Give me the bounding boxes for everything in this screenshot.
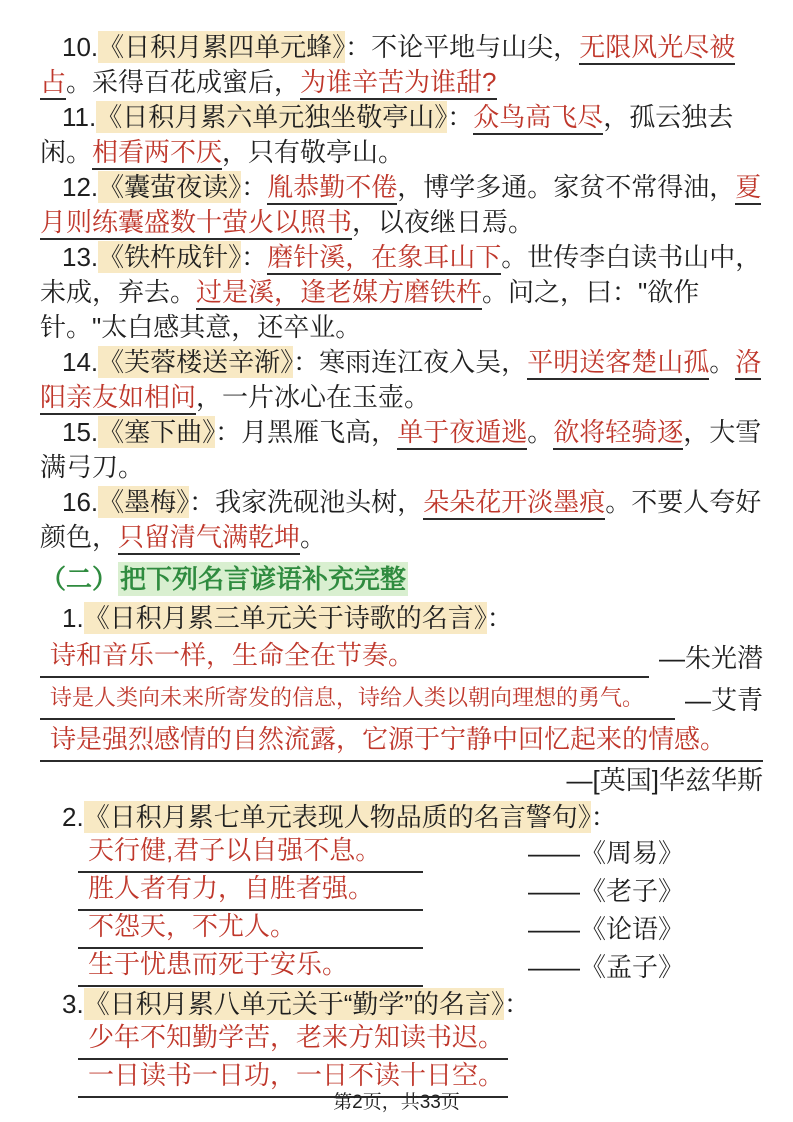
quote-rows xyxy=(40,636,763,800)
section-header-title: 把下列名言谚语补充完整 xyxy=(120,564,407,594)
quote-attribution-row xyxy=(40,762,763,800)
poem-text: ，大雪满弓刀。 xyxy=(40,417,762,482)
answer-text-inline: 众鸟高飞尽 xyxy=(473,102,603,135)
item-number: 16. xyxy=(62,487,99,517)
quote-row xyxy=(78,911,763,949)
poem-text: 。问之，曰："欲作针。"太白感其意，还卒业。 xyxy=(40,277,700,342)
answer-blank-line xyxy=(78,833,423,873)
answer-text-inline: 洛阳亲友如相问 xyxy=(40,347,761,415)
poem-text: ：我家洗砚池头树， xyxy=(189,487,424,517)
poem-text: 。不要人夸好颜色， xyxy=(40,487,762,552)
answer-text: 诗是人类向未来所寄发的信息，诗给人类以朝向理想的勇气。 xyxy=(50,685,645,710)
poem-text: ： xyxy=(447,102,474,132)
poem-item xyxy=(40,485,763,555)
answer-blank-line xyxy=(40,722,763,762)
item-number: 1. xyxy=(62,603,84,633)
quote-attribution: —朱光潜 xyxy=(658,643,763,673)
quotes-list xyxy=(40,601,763,1098)
header-colon: ： xyxy=(504,989,531,1019)
item-title-highlighted: 《囊萤夜读》 xyxy=(98,172,242,202)
poem-item xyxy=(40,345,763,415)
poem-text: ：月黑雁飞高， xyxy=(215,417,398,447)
item-number: 13. xyxy=(62,242,99,272)
answer-text: 生于忧患而死于安乐。 xyxy=(88,949,349,979)
quote-attribution: ——《周易》 xyxy=(528,838,685,868)
item-number: 15. xyxy=(62,417,99,447)
poem-list xyxy=(40,30,763,555)
answer-blank-line xyxy=(40,680,675,720)
poem-text: 。采得百花成蜜后， xyxy=(66,67,301,97)
poem-text: ，孤云独去闲。 xyxy=(40,102,734,167)
answer-text: 少年不知勤学苦，老来方知读书迟。 xyxy=(88,1022,505,1052)
item-number: 10. xyxy=(62,32,99,62)
quote-attribution: ——《孟子》 xyxy=(528,952,685,982)
answer-text-inline: 无限风光尽被占 xyxy=(40,32,735,100)
answer-text-inline: 平明送客楚山孤 xyxy=(527,347,709,380)
poem-text: ，以夜继日焉。 xyxy=(352,207,535,237)
answer-text-inline: 胤恭勤不倦 xyxy=(267,172,397,205)
item-title-highlighted: 《日积月累四单元蜂》 xyxy=(98,32,346,62)
poem-text: ：寒雨连江夜入吴， xyxy=(293,347,528,377)
poem-text: ，只有敬亭山。 xyxy=(222,137,405,167)
answer-text-inline: 单于夜遁逃 xyxy=(397,417,527,450)
item-title-highlighted: 《日积月累七单元表现人物品质的名言警句》 xyxy=(83,802,591,832)
item-number: 11. xyxy=(62,102,97,132)
quote-group-header xyxy=(40,601,763,636)
poem-item xyxy=(40,100,763,170)
poem-item xyxy=(40,240,763,345)
answer-text: 天行健,君子以自强不息。 xyxy=(88,835,382,865)
item-title-highlighted: 《日积月累六单元独坐敬亭山》 xyxy=(96,102,448,132)
poem-text: 。世传李白读书山中，未成，弃去。 xyxy=(40,242,762,307)
header-colon: ： xyxy=(590,802,617,832)
quote-group-header xyxy=(40,800,763,835)
answer-text-inline: 夏月则练囊盛数十萤火以照书 xyxy=(40,172,761,240)
answer-text: 胜人者有力，自胜者强。 xyxy=(88,873,375,903)
quote-attribution: ——《老子》 xyxy=(528,876,685,906)
quote-row xyxy=(78,835,763,873)
poem-text: ，一片冰心在玉壶。 xyxy=(196,382,431,412)
answer-text-inline: 朵朵花开淡墨痕 xyxy=(423,487,605,520)
quote-group-header xyxy=(40,987,763,1022)
quote-group xyxy=(40,601,763,800)
item-title-highlighted: 《塞下曲》 xyxy=(98,417,216,447)
item-number: 12. xyxy=(62,172,99,202)
item-number: 3. xyxy=(62,989,84,1019)
answer-text: 诗是强烈感情的自然流露，它源于宁静中回忆起来的情感。 xyxy=(50,724,727,754)
answer-blank-line xyxy=(40,638,649,678)
answer-text: 一日读书一日功，一日不读十日空。 xyxy=(88,1060,505,1090)
answer-blank-line xyxy=(78,1020,508,1060)
item-title-highlighted: 《芙蓉楼送辛渐》 xyxy=(98,347,294,377)
quote-row xyxy=(40,720,763,762)
answer-blank-line xyxy=(78,871,423,911)
answer-text-inline: 相看两不厌 xyxy=(92,137,222,170)
answer-text-inline: 磨针溪，在象耳山下 xyxy=(267,242,501,275)
poem-text: ：不论平地与山尖， xyxy=(345,32,580,62)
poem-item xyxy=(40,30,763,100)
item-title-highlighted: 《墨梅》 xyxy=(98,487,190,517)
item-title-highlighted: 《日积月累八单元关于“勤学”的名言》 xyxy=(83,989,505,1019)
poem-item xyxy=(40,415,763,485)
poem-text: 。 xyxy=(527,417,554,447)
quote-attribution: ——《论语》 xyxy=(528,914,685,944)
page-footer: 第2页，共33页 xyxy=(333,1092,460,1113)
answer-blank-line xyxy=(78,947,423,987)
answer-text: 不怨天，不尤人。 xyxy=(88,911,297,941)
poem-text: 。 xyxy=(300,522,327,552)
section-header-prefix: （二） xyxy=(40,564,119,594)
answer-text-inline: 只留清气满乾坤 xyxy=(118,522,300,555)
quote-rows xyxy=(40,835,763,987)
quote-row xyxy=(78,949,763,987)
header-colon: ： xyxy=(486,603,513,633)
poem-item xyxy=(40,170,763,240)
answer-blank-line xyxy=(78,909,423,949)
answer-text: 诗和音乐一样，生命全在节奏。 xyxy=(50,640,415,670)
quote-group xyxy=(40,800,763,987)
poem-text: 。 xyxy=(709,347,736,377)
poem-text: ： xyxy=(241,172,268,202)
answer-text-inline: 为谁辛苦为谁甜? xyxy=(300,67,496,100)
quote-attribution: —[英国]华兹华斯 xyxy=(566,765,763,795)
quote-row xyxy=(78,1022,763,1060)
quote-attribution: —艾青 xyxy=(684,685,763,715)
poem-text: ，博学多通。家贫不常得油， xyxy=(397,172,736,202)
section-header xyxy=(40,561,763,597)
answer-text-inline: 过是溪，逢老媒方磨铁杵 xyxy=(196,277,482,310)
answer-text-inline: 欲将轻骑逐 xyxy=(553,417,683,450)
item-title-highlighted: 《铁杵成针》 xyxy=(98,242,242,272)
quote-row xyxy=(40,636,763,678)
quote-row xyxy=(78,873,763,911)
item-number: 2. xyxy=(62,802,84,832)
quote-row xyxy=(40,678,763,720)
poem-text: ： xyxy=(241,242,268,272)
quote-group xyxy=(40,987,763,1098)
item-number: 14. xyxy=(62,347,99,377)
item-title-highlighted: 《日积月累三单元关于诗歌的名言》 xyxy=(83,603,487,633)
